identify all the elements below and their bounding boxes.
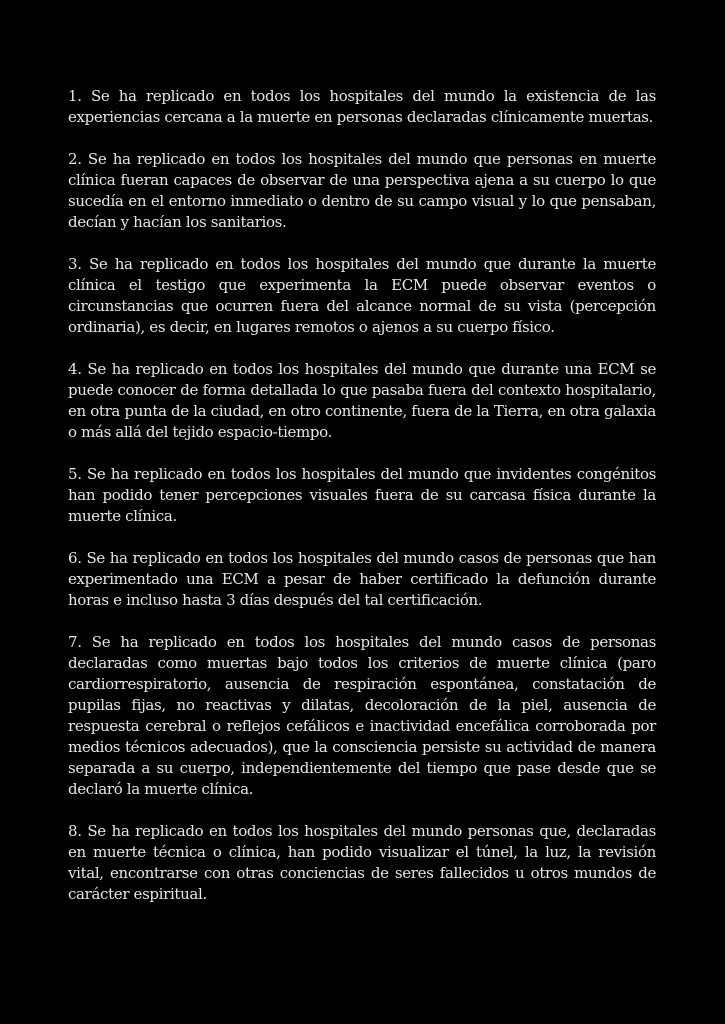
paragraph-6: 6. Se ha replicado en todos los hospitales del mundo casos de personas que han experimentado una ECM a pesar de haber certificado la defunción durante horas e incluso hasta 3 días después del tal certificación.: [68, 549, 656, 609]
paragraph-3: 3. Se ha replicado en todos los hospitales del mundo que durante la muerte clínica el testigo que experimenta la ECM puede observar eventos o circunstancias que ocurren fuera del alcance normal de su vista (percepción ordinaria), es decir, en lugares remotos o ajenos a su cuerpo físico.: [68, 255, 656, 336]
paragraph-2: 2. Se ha replicado en todos los hospitales del mundo que personas en muerte clínica fueran capaces de observar de una perspectiva ajena a su cuerpo lo que sucedía en el entorno inmediato o dentro de su campo visual y lo que pensaban, decían y hacían los sanitarios.: [68, 150, 656, 231]
paragraph-1: 1. Se ha replicado en todos los hospitales del mundo la existencia de las experiencias cercana a la muerte en personas declaradas clínicamente muertas.: [68, 87, 656, 126]
paragraph-5: 5. Se ha replicado en todos los hospitales del mundo que invidentes congénitos han podido tener percepciones visuales fuera de su carcasa física durante la muerte clínica.: [68, 465, 656, 525]
paragraph-4: 4. Se ha replicado en todos los hospitales del mundo que durante una ECM se puede conocer de forma detallada lo que pasaba fuera del contexto hospitalario, en otra punta de la ciudad, en otro continente, fuera de la Tierra, en otra galaxia o más allá del tejido espacio-tiempo.: [68, 360, 657, 441]
document-body: [68, 86, 656, 926]
paragraph-8: 8. Se ha replicado en todos los hospitales del mundo personas que, declaradas en muerte técnica o clínica, han podido visualizar el túnel, la luz, la revisión vital, encontrarse con otras conciencias de seres fallecidos u otros mundos de carácter espiritual.: [68, 822, 656, 903]
paragraph-7: 7. Se ha replicado en todos los hospitales del mundo casos de personas declaradas como muertas bajo todos los criterios de muerte clínica (paro cardiorrespiratorio, ausencia de respiración espontánea, constatación de pupilas fijas, no reactivas y dilatas, decoloración de la piel, ausencia de respuesta cerebral o reflejos cefálicos e inactividad encefálica corroborada por medios técnicos adecuados), que la consciencia persiste su actividad de manera separada a su cuerpo, independientemente del tiempo que pase desde que se declaró la muerte clínica.: [68, 633, 656, 798]
